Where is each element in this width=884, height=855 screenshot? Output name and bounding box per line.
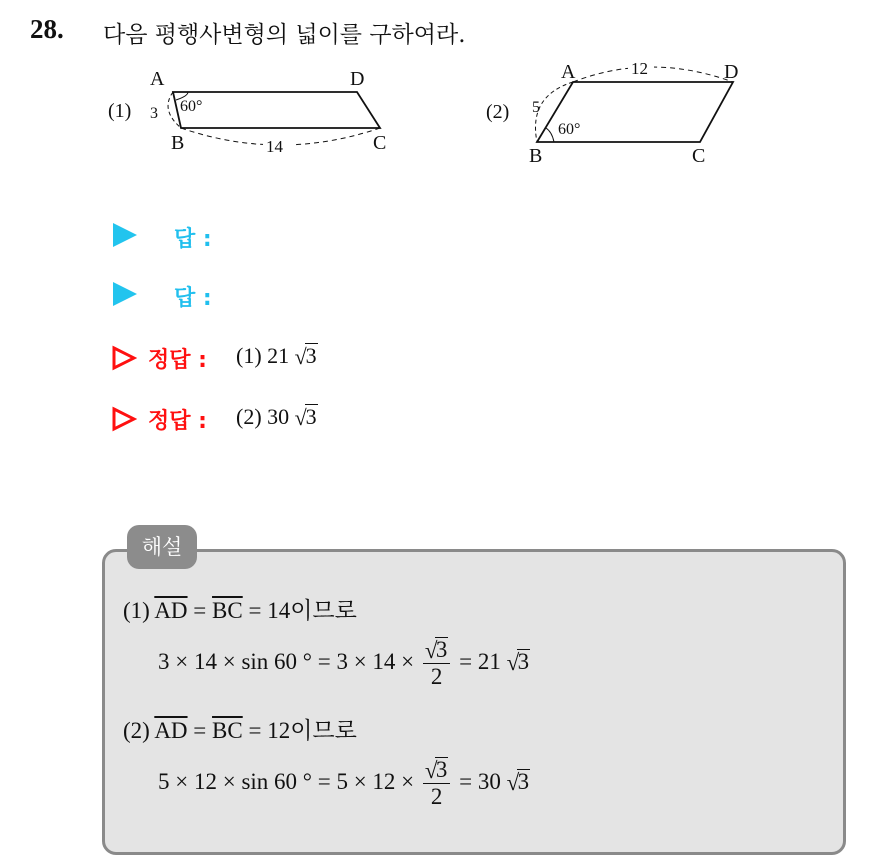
explanation-line-4 [158, 757, 530, 810]
figure-2-vertex-c: C [692, 145, 706, 167]
correct-label-1: 정답 : [148, 348, 207, 373]
answer-label-1: 답 : [174, 227, 212, 252]
correct-marker-icon [111, 345, 137, 371]
line-3-rest: = 12이므로 [242, 718, 357, 743]
figure-2-side-label: 5 [532, 99, 540, 116]
explanation-line-1 [123, 592, 357, 625]
sqrt-symbol: √ 3 [294, 404, 317, 430]
question-number: 28. [30, 14, 64, 44]
figure-1-vertex-a: A [150, 68, 165, 90]
line-4-right: = 30 [459, 768, 501, 794]
figure-1-parallelogram [100, 62, 400, 162]
line-1-rest: = 14이므로 [242, 598, 357, 623]
figure-2-vertex-a: A [561, 61, 576, 83]
correct-answer-2-prefix: (2) 30 [236, 404, 290, 429]
figure-1-base-label: 14 [266, 137, 283, 156]
line-2-right: = 21 [459, 648, 501, 674]
fraction-numerator: 3 [435, 637, 448, 662]
line-4-left: 5 × 12 × sin 60 ° = 5 × 12 × [158, 768, 415, 794]
correct-answer-2 [236, 404, 318, 430]
sqrt-symbol: √ 3 [424, 637, 448, 663]
figure-2-top-label: 12 [631, 59, 648, 78]
figure-2-vertex-d: D [724, 61, 739, 83]
figure-1-angle-label: 60° [180, 98, 203, 115]
answer-marker-icon [113, 223, 137, 247]
line-2-radicand: 3 [517, 648, 530, 674]
segment-bc: $\overline{BC}$ [212, 598, 243, 623]
correct-answer-1-prefix: (1) 21 [236, 343, 290, 368]
figure-1-vertex-b: B [171, 132, 185, 154]
equals-sign: = [187, 598, 213, 623]
answer-label-2: 답 : [174, 286, 212, 311]
question-text: 다음 평행사변형의 넓이를 구하여라. [103, 22, 466, 48]
segment-bc: $\overline{BC}$ [212, 718, 243, 743]
line-4-radicand: 3 [517, 768, 530, 794]
figure-1-vertex-d: D [350, 68, 365, 90]
explanation-line-2 [158, 637, 530, 690]
fraction-numerator: 3 [435, 757, 448, 782]
segment-ad: $\overline{AD}$ [154, 598, 188, 623]
figure-2-angle-label: 60° [558, 121, 581, 138]
segment-ad: $\overline{AD}$ [154, 718, 188, 743]
correct-answer-2-radicand: 3 [305, 404, 317, 429]
fraction [423, 757, 451, 810]
figure-2-vertex-b: B [529, 145, 543, 167]
figure-1-vertex-c: C [373, 132, 387, 154]
correct-answer-1 [236, 343, 318, 369]
figure-2-label: (2) [486, 101, 510, 123]
explanation-tag: 해설 [127, 525, 197, 569]
sqrt-symbol: √ 3 [506, 768, 530, 795]
sqrt-symbol: √ 3 [506, 648, 530, 675]
fraction-denominator: 2 [430, 784, 443, 809]
figure-1-label: (1) [108, 100, 132, 122]
line-2-left: 3 × 14 × sin 60 ° = 3 × 14 × [158, 648, 415, 674]
correct-marker-icon [111, 406, 137, 432]
sqrt-symbol: √ 3 [294, 343, 317, 369]
equals-sign: = [187, 718, 213, 743]
answer-marker-icon [113, 282, 137, 306]
line-1-prefix: (1) [123, 598, 155, 623]
fraction [423, 637, 451, 690]
explanation-line-3 [123, 712, 357, 745]
correct-label-2: 정답 : [148, 409, 207, 434]
figure-1-side-label: 3 [150, 105, 158, 122]
figure-2-parallelogram [480, 56, 760, 171]
correct-answer-1-radicand: 3 [305, 343, 317, 368]
fraction-denominator: 2 [430, 664, 443, 689]
sqrt-symbol: √ 3 [424, 757, 448, 783]
line-3-prefix: (2) [123, 718, 155, 743]
